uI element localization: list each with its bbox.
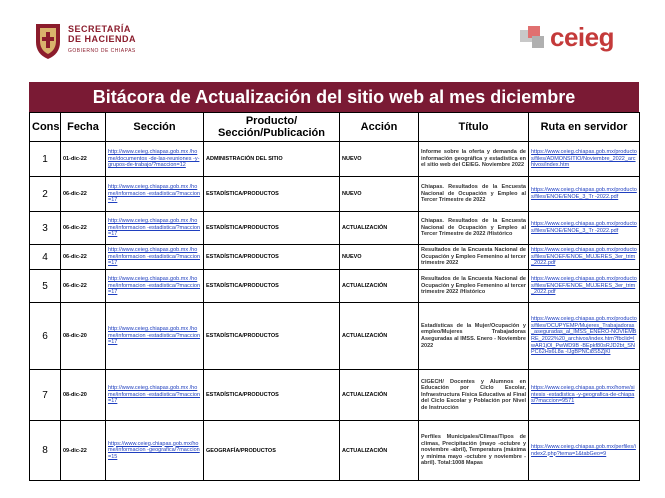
col-header-ruta: Ruta en servidor	[529, 113, 640, 142]
cell-cons: 5	[30, 270, 61, 303]
logo-line-3: GOBIERNO DE CHIAPAS	[68, 48, 136, 54]
col-header-titulo: Título	[419, 113, 529, 142]
table-row	[30, 303, 640, 370]
logo-line-1: SECRETARÍA	[68, 24, 131, 34]
cell-producto: ADMINISTRACIÓN DEL SITIO	[204, 142, 340, 177]
cell-titulo: Resultados de la Encuesta Nacional de Ocupación y Empleo Femenino al tercer trimestre 2022 /Histórico	[419, 270, 529, 303]
col-header-accion: Acción	[340, 113, 419, 142]
cell-ruta-link[interactable]: https://www.ceieg.chiapas.gob.mx/productos/files/ENOEF/ENOE_MUJERES_3er_trim_2022.pdf	[529, 245, 640, 270]
table-row	[30, 212, 640, 245]
ceieg-cube-icon	[518, 24, 548, 52]
cell-fecha: 06-dic-22	[61, 212, 106, 245]
update-log-table	[29, 112, 640, 481]
cell-accion: ACTUALIZACIÓN	[340, 370, 419, 421]
cell-cons: 4	[30, 245, 61, 270]
cell-producto: ESTADÍSTICA/PRODUCTOS	[204, 177, 340, 212]
col-header-producto: Producto/ Sección/Publicación	[204, 113, 340, 142]
col-header-fecha: Fecha	[61, 113, 106, 142]
cell-seccion-link[interactable]: http://www.ceieg.chiapas.gob.mx /home/documentos -de-las-reuniones -y-grupos-de-trabajo/?maccion=12	[106, 142, 204, 177]
table-row	[30, 142, 640, 177]
cell-titulo: Informe sobre la oferta y demanda de información geográfica y estadística en el sitio web del CEIEG. Noviembre 2022	[419, 142, 529, 177]
cell-accion: ACTUALIZACIÓN	[340, 212, 419, 245]
table-row	[30, 370, 640, 421]
col-header-cons: Cons	[30, 113, 61, 142]
cell-accion: NUEVO	[340, 245, 419, 270]
cell-accion: ACTUALIZACIÓN	[340, 303, 419, 370]
cell-seccion-link[interactable]: https://www.ceieg.chiapas.gob.mx/home/informacion -geografica/?maccion=15	[106, 421, 204, 481]
cell-cons: 2	[30, 177, 61, 212]
cell-seccion-link[interactable]: http://www.ceieg.chiapas.gob.mx /home/informacion -estadistica/?maccion=17	[106, 270, 204, 303]
cell-producto: ESTADÍSTICA/PRODUCTOS	[204, 245, 340, 270]
cell-seccion-link[interactable]: http://www.ceieg.chiapas.gob.mx /home/informacion -estadistica/?maccion=17	[106, 303, 204, 370]
cell-titulo: Chiapas. Resultados de la Encuesta Nacional de Ocupación y Empleo al Tercer Trimestre de 2022 /Histórico	[419, 212, 529, 245]
cell-cons: 1	[30, 142, 61, 177]
cell-ruta-link[interactable]: https://www.ceieg.chiapas.gob.mx/productos/files/ENOE/ENOE_3_Tr -2022.pdf	[529, 177, 640, 212]
cell-producto: ESTADÍSTICA/PRODUCTOS	[204, 212, 340, 245]
cell-fecha: 08-dic-20	[61, 370, 106, 421]
col-header-seccion: Sección	[106, 113, 204, 142]
cell-producto: ESTADÍSTICA/PRODUCTOS	[204, 303, 340, 370]
table-row	[30, 245, 640, 270]
cell-cons: 3	[30, 212, 61, 245]
table-row	[30, 177, 640, 212]
cell-titulo: Perfiles Municipales/Climas/Tipos de climas, Precipitación (mayo -octubre y noviembre -abril), Temperatura (máxima y mínima mayo -octubre y noviembre -abril). Total:1008 Mapas	[419, 421, 529, 481]
cell-accion: ACTUALIZACIÓN	[340, 270, 419, 303]
page-title: Bitácora de Actualización del sitio web al mes diciembre	[29, 82, 639, 112]
cell-ruta-link[interactable]: https://www.ceieg.chiapas.gob.mx/perfiles/index2.php?tema=1&tabGeo=9	[529, 421, 640, 481]
secretaria-hacienda-logo	[34, 20, 136, 60]
ceieg-logo	[518, 22, 614, 53]
table-header-row	[30, 113, 640, 142]
cell-titulo: Estadísticas de la Mujer/Ocupación y empleo/Mujeres Trabajadoras Aseguradas al IMSS. Enero - Noviembre 2022	[419, 303, 529, 370]
cell-fecha: 01-dic-22	[61, 142, 106, 177]
cell-fecha: 06-dic-22	[61, 177, 106, 212]
cell-accion: NUEVO	[340, 142, 419, 177]
cell-ruta-link[interactable]: https://www.ceieg.chiapas.gob.mx/productos/files/ENOE/ENOE_3_Tr -2022.pdf	[529, 212, 640, 245]
cell-seccion-link[interactable]: http://www.ceieg.chiapas.gob.mx /home/informacion -estadistica/?maccion=17	[106, 212, 204, 245]
table-row	[30, 270, 640, 303]
ceieg-wordmark: ceieg	[550, 22, 614, 52]
cell-producto: GEOGRAFÍA/PRODUCTOS	[204, 421, 340, 481]
cell-titulo: Chiapas. Resultados de la Encuesta Nacional de Ocupación y Empleo al Tercer Trimestre de 2022	[419, 177, 529, 212]
cell-accion: NUEVO	[340, 177, 419, 212]
cell-seccion-link[interactable]: http://www.ceieg.chiapas.gob.mx /home/informacion -estadistica/?maccion=17	[106, 245, 204, 270]
cell-titulo: CIGECH/ Docentes y Alumnos en Educación por Ciclo Escolar, Infraestructura Física Educativa al Final del Ciclo Escolar y Población por Nivel de Instrucción	[419, 370, 529, 421]
page-header	[0, 0, 665, 80]
shield-icon	[34, 20, 62, 60]
cell-fecha: 08-dic-20	[61, 303, 106, 370]
cell-accion: ACTUALIZACIÓN	[340, 421, 419, 481]
cell-fecha: 06-dic-22	[61, 245, 106, 270]
cell-ruta-link[interactable]: https://www.ceieg.chiapas.gob.mx/productos/files/ENOEF/ENOE_MUJERES_3er_trim_2022.pdf	[529, 270, 640, 303]
cell-ruta-link[interactable]: https://www.ceieg.chiapas.gob.mx/productos/files/ADMONSITIO/Noviembre_2022_archivos/index.htm	[529, 142, 640, 177]
cell-titulo: Resultados de la Encuesta Nacional de Ocupación y Empleo Femenino al tercer trimestre 2022	[419, 245, 529, 270]
cell-ruta-link[interactable]: https://www.ceieg.chiapas.gob.mx/productos/files/OCUPYEMP/Mujeres_Trabajadoras_aseguradas_al_IMSS_ENERO-NOVIEMBRE_2022%20_archivos/index.htm?fbclid=IwAR1jOl_PwWD9B -BEpkf80sRJD2bt_SNPC62Hs6L8a -IJgBPNCi8S5ZjKI	[529, 303, 640, 370]
cell-fecha: 06-dic-22	[61, 270, 106, 303]
cell-cons: 8	[30, 421, 61, 481]
cell-cons: 7	[30, 370, 61, 421]
cell-ruta-link[interactable]: https://www.ceieg.chiapas.gob.mx/home/sintesis -estadistica -y-geografica-de-chiapas/?maccion=9571	[529, 370, 640, 421]
cell-producto: ESTADÍSTICA/PRODUCTOS	[204, 370, 340, 421]
cell-seccion-link[interactable]: http://www.ceieg.chiapas.gob.mx /home/informacion -estadistica/?maccion=17	[106, 177, 204, 212]
logo-line-2: DE HACIENDA	[68, 34, 137, 44]
table-row	[30, 421, 640, 481]
cell-cons: 6	[30, 303, 61, 370]
cell-seccion-link[interactable]: http://www.ceieg.chiapas.gob.mx /home/informacion -estadistica/?maccion=17	[106, 370, 204, 421]
cell-producto: ESTADÍSTICA/PRODUCTOS	[204, 270, 340, 303]
cell-fecha: 09-dic-22	[61, 421, 106, 481]
